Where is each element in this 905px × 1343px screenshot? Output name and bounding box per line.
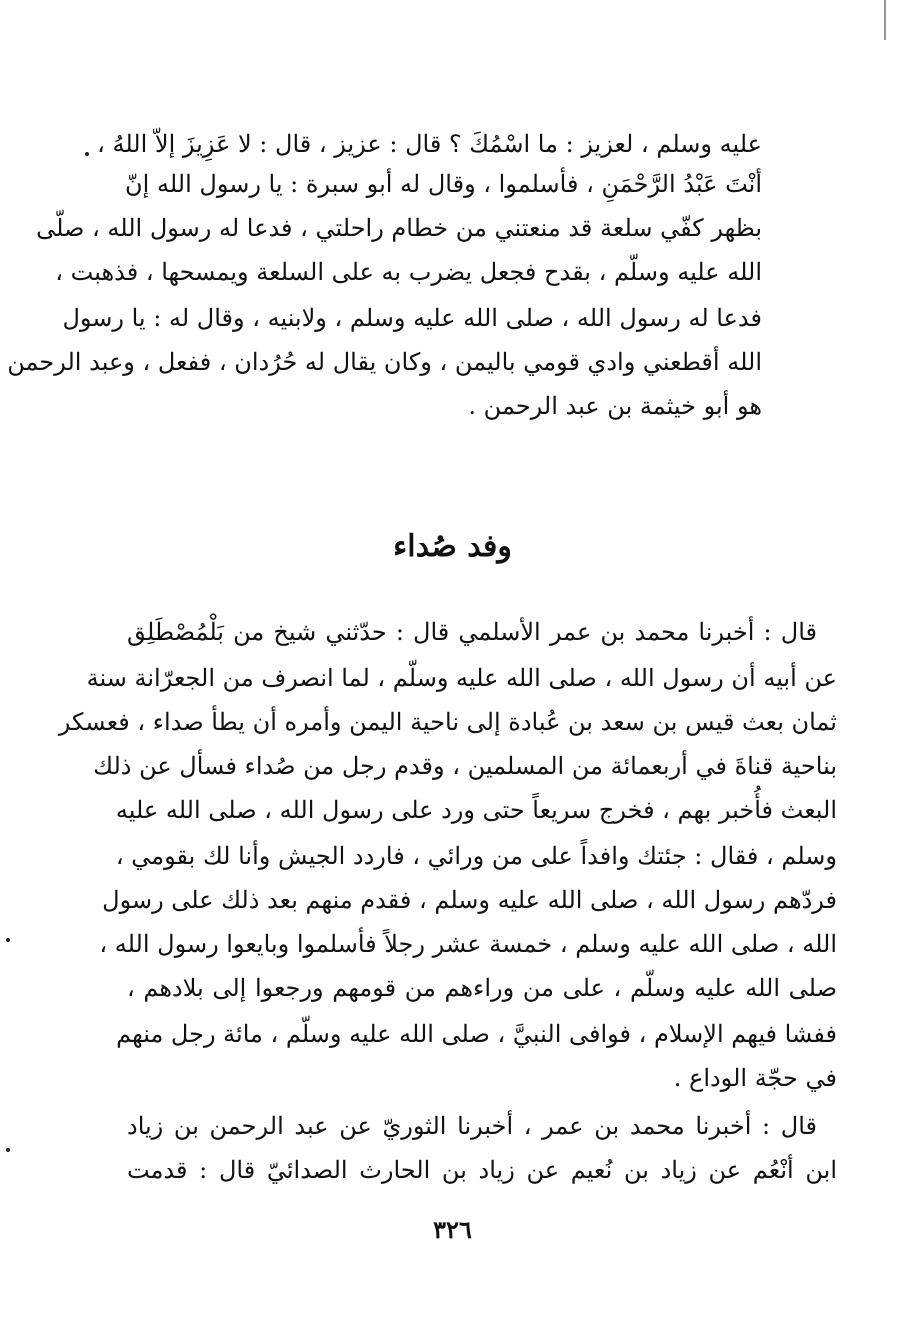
text-line: هو أبو خيثمة بن عبد الرحمن . xyxy=(468,392,762,420)
text-line: ففشا فيهم الإسلام ، فوافى النبيَّ ، صلى الله عليه وسلّم ، مائة رجل منهم xyxy=(116,1020,837,1048)
text-line: عليه وسلم ، لعزيز : ما اسْمُكَ ؟ قال : عزيز ، قال : لا عَزِيزَ إلاّ اللهُ ، xyxy=(97,130,762,158)
text-line: البعث فأُخبر بهم ، فخرج سريعاً حتى ورد على رسول الله ، صلى الله عليه xyxy=(115,796,837,824)
text-line: ثمان بعث قيس بن سعد بن عُبادة إلى ناحية اليمن وأمره أن يطأ صداء ، فعسكر xyxy=(58,708,837,736)
text-line: الله أقطعني وادي قومي باليمن ، وكان يقال له حُرُدان ، ففعل ، وعبد الرحمن xyxy=(7,348,762,376)
text-line: في حجّة الوداع . xyxy=(673,1064,837,1092)
text-line: ابن أنْعُم عن زياد بن نُعيم عن زياد بن الحارث الصدائيّ قال : قدمت xyxy=(127,1156,837,1184)
text-line: أنْتَ عَبْدُ الرَّحْمَنِ ، فأسلموا ، وقال له أبو سبرة : يا رسول الله إنّ xyxy=(125,170,762,198)
scan-speck xyxy=(85,152,89,156)
text-line: بناحية قناةَ في أربعمائة من المسلمين ، وقدم رجل من صُداء فسأل عن ذلك xyxy=(93,752,837,780)
scan-speck xyxy=(6,1148,10,1152)
text-line: فردّهم رسول الله ، صلى الله عليه وسلم ، فقدم منهم بعد ذلك على رسول xyxy=(102,886,837,914)
text-line: قال : أخبرنا محمد بن عمر ، أخبرنا الثوريّ عن عبد الرحمن بن زياد xyxy=(127,1112,817,1140)
scan-edge-mark xyxy=(884,0,886,40)
section-title: وفد صُداء xyxy=(393,529,512,564)
text-line: صلى الله عليه وسلّم ، على من وراءهم من قومهم ورجعوا إلى بلادهم ، xyxy=(127,974,837,1002)
text-line: فدعا له رسول الله ، صلى الله عليه وسلم ، ولابنيه ، وقال له : يا رسول xyxy=(62,304,762,332)
text-line: وسلم ، فقال : جئتك وافداً على من ورائي ، فاردد الجيش وأنا لك بقومي ، xyxy=(115,842,837,870)
text-line: الله عليه وسلّم ، بقدح فجعل يضرب به على السلعة ويمسحها ، فذهبت ، xyxy=(55,258,762,286)
text-line: الله ، صلى الله عليه وسلم ، خمسة عشر رجلاً فأسلموا وبايعوا رسول الله ، xyxy=(99,930,837,958)
text-line: عن أبيه أن رسول الله ، صلى الله عليه وسلّم ، لما انصرف من الجعرّانة سنة xyxy=(86,664,837,692)
text-line: قال : أخبرنا محمد بن عمر الأسلمي قال : حدّثني شيخ من بَلْمُصْطَلِق xyxy=(127,618,817,646)
page-number: ٣٢٦ xyxy=(433,1215,472,1244)
text-line: بظهر كفّي سلعة قد منعتني من خطام راحلتي ، فدعا له رسول الله ، صلّى xyxy=(36,214,762,242)
scan-speck xyxy=(6,938,10,942)
